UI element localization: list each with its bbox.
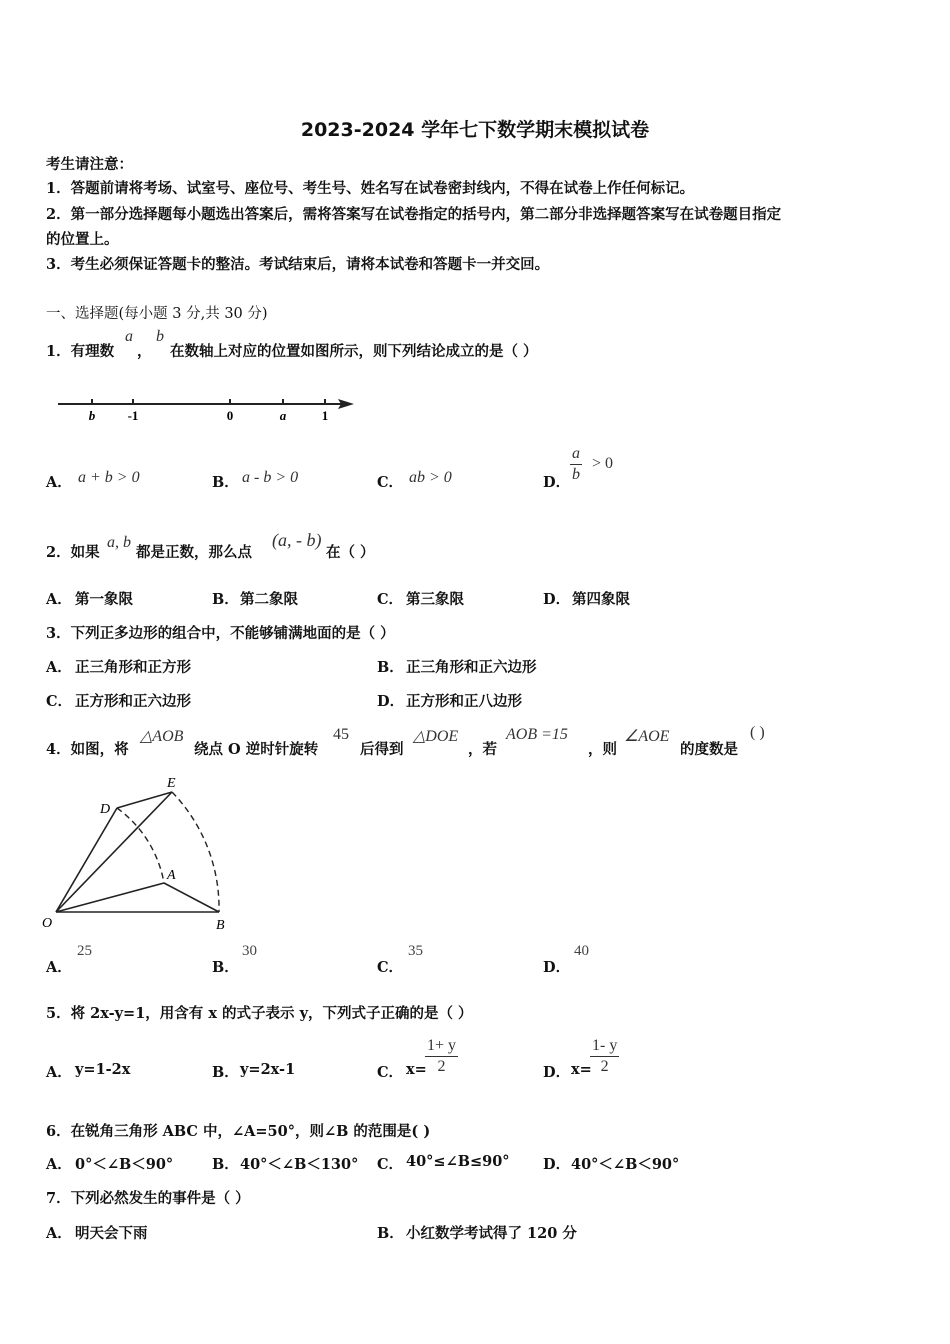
figure-label-e: E [167, 776, 176, 791]
q1-option-d-numerator: a [570, 444, 582, 465]
q7-option-a-label: A． [46, 1225, 72, 1242]
q3-option-b-text: 正三角形和正六边形 [406, 659, 537, 676]
figure-label-b: B [216, 918, 225, 933]
axis-label-minus-1: -1 [127, 408, 139, 423]
q6-option-a-text: 0°＜∠B＜90° [75, 1156, 174, 1173]
q5-option-d-denominator: 2 [600, 1058, 609, 1075]
notice-item-3: 3．考生必须保证答题卡的整洁。考试结束后，请将本试卷和答题卡一并交回。 [46, 256, 550, 273]
q7-option-b-label: B． [377, 1225, 404, 1242]
q1-option-d-denominator: b [572, 466, 580, 483]
notice-item-1: 1．答题前请将考场、试室号、座位号、考生号、姓名写在试卷密封线内，不得在试卷上作任何标记。 [46, 180, 695, 197]
q6-option-c-label: C． [377, 1156, 404, 1173]
q6-stem: 6．在锐角三角形 ABC 中，∠A=50°，则∠B 的范围是( ) [46, 1123, 431, 1140]
q1-prefix: 1．有理数 [46, 343, 115, 360]
q2-option-a-text: 第一象限 [75, 591, 133, 608]
q6-option-d-text: 40°＜∠B＜90° [571, 1156, 680, 1173]
q4-option-a-value: 25 [77, 943, 92, 959]
q2-option-c-text: 第三象限 [406, 591, 464, 608]
q7-stem: 7．下列必然发生的事件是（ ） [46, 1190, 250, 1207]
q4-condition: AOB =15 [506, 726, 568, 743]
q3-option-d-text: 正方形和正八边形 [406, 693, 522, 710]
q5-option-c-numerator: 1+ y [425, 1036, 458, 1057]
q1-option-a-label: A． [46, 474, 72, 491]
q4-option-b-label: B． [212, 959, 239, 976]
section-heading: 一、选择题(每小题 3 分,共 30 分) [46, 306, 268, 322]
figure-label-d: D [100, 802, 111, 817]
q1-comma: ， [137, 343, 152, 360]
q1-option-b-label: B． [212, 474, 239, 491]
q5-option-d-label: D． [543, 1064, 571, 1081]
q3-option-a-label: A． [46, 659, 72, 676]
q5-option-c-text: x= [406, 1061, 427, 1078]
q2-option-d-label: D． [543, 591, 571, 608]
q4-option-c-label: C． [377, 959, 404, 976]
q4-middle-3: ，若 [468, 741, 497, 758]
q3-option-d-label: D． [377, 693, 405, 710]
q4-angle-45: 45 [333, 726, 349, 743]
q1-var-b: b [156, 328, 164, 345]
arc-e-b [172, 792, 219, 912]
q4-option-a-label: A． [46, 959, 72, 976]
q5-option-c-fraction [425, 1036, 458, 1077]
q2-option-a-label: A． [46, 591, 72, 608]
number-line-figure [50, 390, 360, 426]
figure-label-o: O [42, 916, 53, 931]
arc-d-a [117, 808, 164, 883]
q7-option-a-text: 明天会下雨 [75, 1225, 148, 1242]
segment-od [56, 808, 117, 912]
q2-point: (a, - b) [272, 530, 322, 550]
axis-label-b: b [88, 408, 96, 423]
q5-option-b-text: y=2x-1 [240, 1061, 296, 1078]
q2-suffix: 在（ ） [326, 544, 375, 561]
notice-item-2-line-2: 的位置上。 [46, 231, 119, 248]
q5-option-a-text: y=1-2x [75, 1061, 131, 1078]
notice-item-2-line-1: 2．第一部分选择题每小题选出答案后，需将答案写在试卷指定的括号内，第二部分非选择题答案写在试卷题目指定 [46, 206, 782, 223]
q2-option-b-text: 第二象限 [240, 591, 298, 608]
q6-option-a-label: A． [46, 1156, 72, 1173]
figure-label-a: A [167, 868, 176, 883]
q4-option-c-value: 35 [408, 943, 423, 959]
notice-heading: 考生请注意： [46, 156, 133, 173]
q1-option-c-label: C． [377, 474, 404, 491]
q6-option-c-text: 40°≤∠B≤90° [406, 1153, 510, 1170]
q1-option-b-expr: a - b > 0 [242, 469, 299, 486]
q5-stem: 5．将 2x-y=1，用含有 x 的式子表示 y，下列式子正确的是（ ） [46, 1005, 473, 1022]
q1-option-d-rest: > 0 [592, 455, 614, 472]
axis-label-1: 1 [321, 408, 329, 423]
q4-triangle-aob: △AOB [140, 728, 184, 745]
q2-option-b-label: B． [212, 591, 239, 608]
q6-option-b-text: 40°＜∠B＜130° [240, 1156, 359, 1173]
q3-option-c-label: C． [46, 693, 73, 710]
q5-option-c-label: C． [377, 1064, 404, 1081]
q2-option-d-text: 第四象限 [572, 591, 630, 608]
q5-option-a-label: A． [46, 1064, 72, 1081]
axis-label-0: 0 [226, 408, 234, 423]
q4-middle-2: 后得到 [360, 741, 404, 758]
segment-ab [164, 883, 219, 912]
q3-option-c-text: 正方形和正六边形 [75, 693, 191, 710]
q1-option-a-expr: a + b > 0 [78, 469, 140, 486]
axis-label-a: a [279, 408, 287, 423]
rotation-figure [36, 770, 246, 935]
q2-option-c-label: C． [377, 591, 404, 608]
q1-suffix: 在数轴上对应的位置如图所示，则下列结论成立的是（ ） [170, 343, 538, 360]
q4-option-d-value: 40 [574, 943, 589, 959]
q6-option-b-label: B． [212, 1156, 239, 1173]
q3-option-b-label: B． [377, 659, 404, 676]
q7-option-b-text: 小红数学考试得了 120 分 [406, 1225, 577, 1242]
q2-prefix: 2．如果 [46, 544, 100, 561]
q2-vars: a, b [107, 534, 131, 551]
q4-suffix: 的度数是 [680, 741, 738, 758]
q4-angle-aoe: ∠AOE [624, 728, 670, 745]
q4-middle-1: 绕点 O 逆时针旋转 [194, 741, 319, 758]
q2-middle: 都是正数，那么点 [136, 544, 252, 561]
q1-var-a: a [125, 328, 133, 345]
q4-option-b-value: 30 [242, 943, 257, 959]
q5-option-c-denominator: 2 [437, 1058, 446, 1075]
q4-prefix: 4．如图，将 [46, 741, 129, 758]
q1-option-d-label: D． [543, 474, 571, 491]
q4-triangle-doe: △DOE [413, 728, 459, 745]
q5-option-d-numerator: 1- y [590, 1036, 619, 1057]
segment-oa [56, 883, 164, 912]
q4-option-d-label: D． [543, 959, 571, 976]
q3-stem: 3．下列正多边形的组合中，不能够铺满地面的是（ ） [46, 625, 395, 642]
q5-option-d-fraction [590, 1036, 619, 1077]
q5-option-b-label: B． [212, 1064, 239, 1081]
segment-oe [56, 792, 172, 912]
q1-option-c-expr: ab > 0 [409, 469, 452, 486]
q4-answer-paren: ( ) [750, 724, 765, 741]
q1-option-d-fraction [570, 444, 582, 485]
q5-option-d-text: x= [571, 1061, 592, 1078]
page-title: 2023-2024 学年七下数学期末模拟试卷 [300, 119, 650, 141]
q6-option-d-label: D． [543, 1156, 571, 1173]
q3-option-a-text: 正三角形和正方形 [75, 659, 191, 676]
q4-middle-4: ，则 [588, 741, 617, 758]
